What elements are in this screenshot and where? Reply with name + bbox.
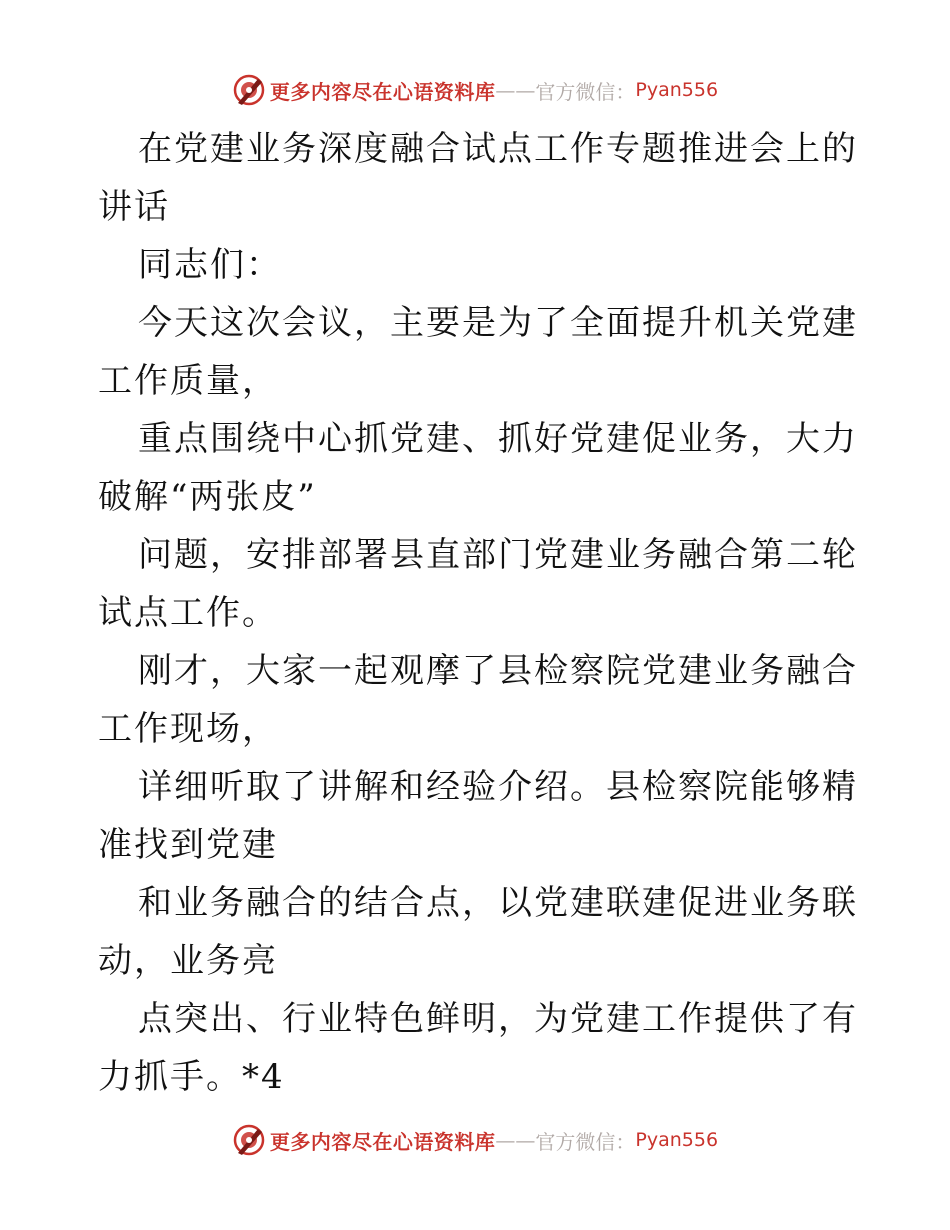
paragraph: 刚才，大家一起观摩了县检察院党建业务融合工作现场，	[98, 651, 858, 749]
pen-logo-icon	[232, 73, 266, 107]
watermark-contact-label: 官方微信：	[535, 79, 636, 104]
salutation: 同志们：	[138, 245, 282, 285]
watermark-brand-text: 更多内容尽在心语资料库	[269, 79, 496, 104]
paragraph: 和业务融合的结合点，以党建联建促进业务联动，业务亮	[98, 883, 858, 981]
watermark-contact-label: 官方微信：	[535, 1129, 636, 1154]
document-body	[98, 120, 858, 1106]
paragraph: 今天这次会议，主要是为了全面提升机关党建工作质量，	[98, 303, 858, 401]
watermark-separator: ——	[495, 78, 536, 102]
watermark-separator: ——	[495, 1128, 536, 1152]
paragraph: 详细听取了讲解和经验介绍。县检察院能够精准找到党建	[98, 767, 858, 865]
watermark-contact-id: Pyan556	[635, 79, 719, 101]
paragraph: 重点围绕中心抓党建、抓好党建促业务，大力破解“两张皮”	[98, 419, 858, 517]
watermark-brand-text: 更多内容尽在心语资料库	[269, 1129, 496, 1154]
pen-logo-icon	[232, 1123, 266, 1157]
paragraph: 问题，安排部署县直部门党建业务融合第二轮试点工作。	[98, 535, 858, 633]
watermark-contact-id: Pyan556	[635, 1129, 719, 1151]
header-watermark	[0, 70, 950, 110]
footer-watermark	[0, 1120, 950, 1160]
paragraph: 点突出、行业特色鲜明，为党建工作提供了有力抓手。*4	[98, 999, 858, 1097]
document-title: 在党建业务深度融合试点工作专题推进会上的讲话	[98, 129, 858, 227]
